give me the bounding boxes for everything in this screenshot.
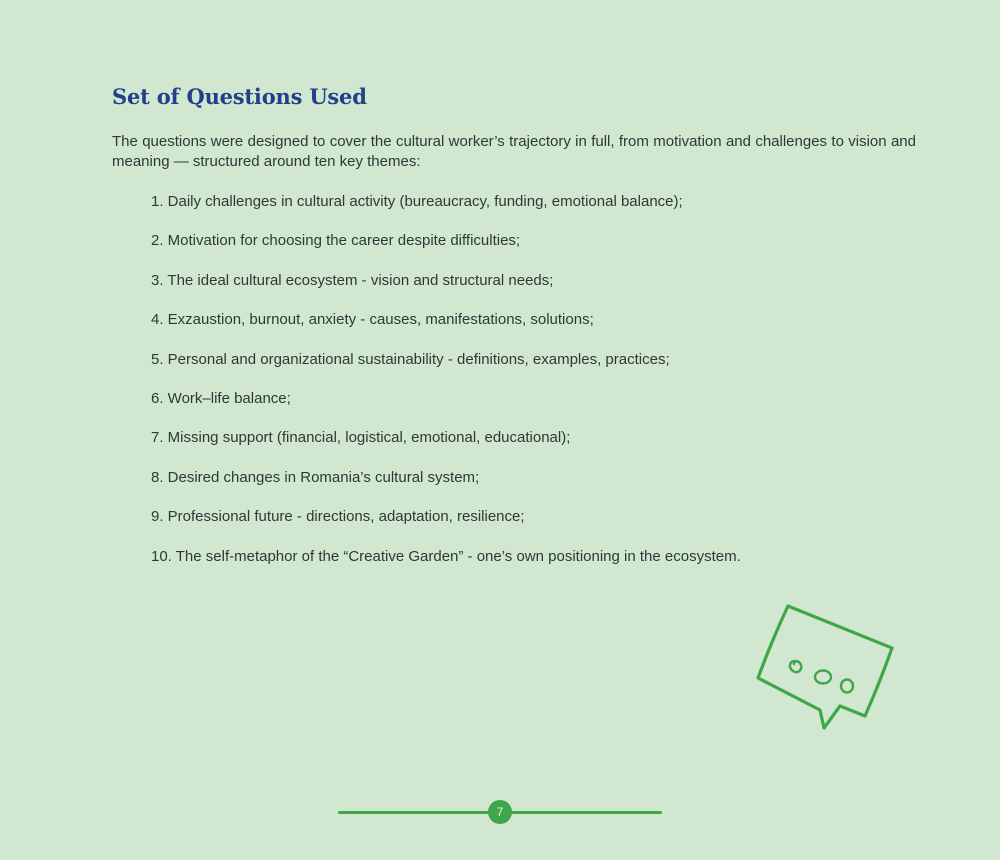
theme-item: 2. Motivation for choosing the career despite difficulties; <box>151 232 521 250</box>
theme-item: 10. The self-metaphor of the “Creative Garden” - one’s own positioning in the ecosystem. <box>151 547 741 565</box>
theme-item: 7. Missing support (financial, logistical, emotional, educational); <box>151 429 571 447</box>
theme-item: 3. The ideal cultural ecosystem - vision and structural needs; <box>151 271 554 289</box>
theme-item: 8. Desired changes in Romania’s cultural system; <box>151 468 480 486</box>
speech-bubble-icon <box>752 600 902 735</box>
page-number-badge: 7 <box>488 800 512 824</box>
theme-item: 6. Work–life balance; <box>151 389 291 407</box>
section-title: Set of Questions Used <box>112 84 367 109</box>
theme-item: 5. Personal and organizational sustainability - definitions, examples, practices; <box>151 350 670 368</box>
theme-item: 4. Exzaustion, burnout, anxiety - causes, manifestations, solutions; <box>151 311 594 329</box>
themes-list <box>151 192 911 586</box>
theme-item: 9. Professional future - directions, adaptation, resilience; <box>151 508 525 526</box>
theme-item: 1. Daily challenges in cultural activity (bureaucracy, funding, emotional balance); <box>151 193 683 210</box>
intro-paragraph: The questions were designed to cover the cultural worker’s trajectory in full, from motivation and challenges to vision and meaning — structured around ten key themes: <box>112 133 916 170</box>
